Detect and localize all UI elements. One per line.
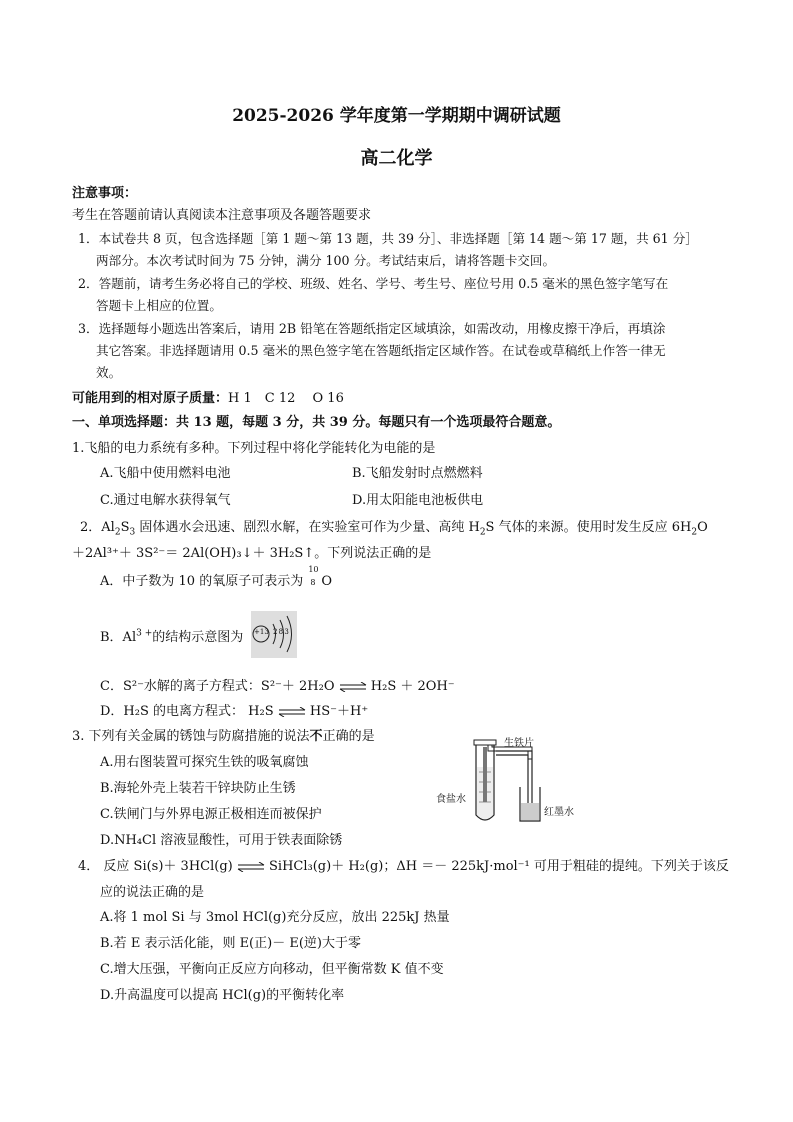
q2-option-b-sup: 3 + <box>136 628 153 639</box>
q4-option-c: C.增大压强，平衡向正反应方向移动，但平衡常数 K 值不变 <box>100 962 444 977</box>
reversible-arrow-icon <box>278 707 306 717</box>
q2-option-d-text: D．H₂S 的电离方程式： H₂S <box>100 704 274 719</box>
q2-option-a <box>100 565 333 589</box>
isotope-notation <box>307 565 321 587</box>
isotope-number: 8 <box>310 578 316 587</box>
atom-shell-electrons: 2 8 3 <box>273 628 289 636</box>
atomic-mass-label: 可能用到的相对原子质量： <box>72 391 229 406</box>
q2-sub: 2 <box>479 527 486 538</box>
corrosion-apparatus-figure <box>436 737 586 827</box>
atomic-mass-values: H 1 C 12 O 16 <box>228 391 344 406</box>
reversible-arrow-icon <box>339 682 367 692</box>
q3-option-c: C.铁闸门与外界电源正极相连而被保护 <box>100 807 322 822</box>
subject-title: 高二化学 <box>360 148 433 169</box>
notice-item-3-cont: 其它答案。非选择题请用 0.5 毫米的黑色签字笔在答题纸指定区域作答。在试卷或草稿纸上作答一律无 <box>96 343 666 358</box>
q3-stem <box>72 725 375 744</box>
q2-option-c <box>100 675 455 694</box>
q1-option-b: B.飞船发射时点燃燃料 <box>352 466 483 481</box>
q3-option-b: B.海轮外壳上装若干锌块防止生锈 <box>100 781 296 796</box>
notice-item-1-cont: 两部分。本次考试时间为 75 分钟，满分 100 分。考试结束后，请将答题卡交回。 <box>96 253 556 268</box>
q2-stem-part: S 气体的来源。使用时发生反应 6H <box>485 520 692 535</box>
isotope-symbol: O <box>321 574 333 589</box>
q3-option-d: D.NH₄Cl 溶液显酸性，可用于铁表面除锈 <box>100 833 343 848</box>
q2-option-b <box>100 626 243 645</box>
notice-item-3: 3．选择题每小题选出答案后，请用 2B 铅笔在答题纸指定区域填涂，如需改动，用橡皮擦干净后，再填涂 <box>78 321 666 336</box>
section-heading: 一、单项选择题：共 13 题，每题 3 分，共 39 分。每题只有一个选项最符合题意。 <box>72 415 561 430</box>
isotope-mass: 10 <box>308 565 319 574</box>
q2-option-d-right: HS⁻＋H⁺ <box>309 704 369 719</box>
atom-structure-diagram <box>251 611 297 658</box>
exam-title: 2025-2026 学年度第一学期期中调研试题 <box>232 106 561 126</box>
notice-heading: 注意事项： <box>72 186 138 201</box>
q2-option-b-rest: 的结构示意图为 <box>152 630 244 645</box>
atomic-mass-line <box>72 387 344 406</box>
q2-option-c-text: C．S²⁻水解的离子方程式：S²⁻＋ 2H₂O <box>100 679 335 694</box>
q3-stem-emphasis: 不 <box>309 729 323 744</box>
q2-stem <box>80 516 708 538</box>
label-red-ink: 红墨水 <box>544 807 574 818</box>
q4-stem-left: 4． 反应 Si(s)＋ 3HCl(g) <box>78 859 233 874</box>
q3-stem-post: 正确的是 <box>322 729 375 744</box>
q2-stem-line2: ＋2Al³⁺＋ 3S²⁻＝ 2Al(OH)₃↓＋ 3H₂S↑。下列说法正确的是 <box>72 546 432 561</box>
q2-stem-part: 2．Al <box>80 520 115 535</box>
q3-option-a: A.用右图装置可探究生铁的吸氧腐蚀 <box>100 755 309 770</box>
q2-option-d <box>100 700 368 719</box>
q2-sub: 2 <box>114 527 121 538</box>
q2-option-c-right: H₂S ＋ 2OH⁻ <box>370 679 455 694</box>
atom-nucleus-label: +13 <box>254 628 269 636</box>
notice-item-3-end: 效。 <box>96 365 122 380</box>
q3-stem-pre: 3. 下列有关金属的锈蚀与防腐措施的说法 <box>72 729 310 744</box>
q2-option-a-text: A．中子数为 10 的氧原子可表示为 <box>100 574 304 589</box>
q4-option-a: A.将 1 mol Si 与 3mol HCl(g)充分反应，放出 225kJ 热量 <box>100 910 450 925</box>
q1-option-a: A.飞船中使用燃料电池 <box>100 466 231 481</box>
notice-item-2: 2．答题前，请考生务必将自己的学校、班级、姓名、学号、考生号、座位号用 0.5 毫米的黑色签字笔写在 <box>78 276 669 291</box>
q4-stem-line2: 应的说法正确的是 <box>100 885 205 900</box>
q2-stem-part: S <box>120 520 130 535</box>
notice-intro: 考生在答题前请认真阅读本注意事项及各题答题要求 <box>72 208 372 223</box>
q2-option-b-text: B．Al <box>100 630 137 645</box>
q1-stem: 1.飞船的电力系统有多种。下列过程中将化学能转化为电能的是 <box>72 441 436 456</box>
q4-option-d: D.升高温度可以提高 HCl(g)的平衡转化率 <box>100 988 345 1003</box>
notice-item-2-cont: 答题卡上相应的位置。 <box>96 298 222 313</box>
reversible-arrow-icon <box>237 862 265 872</box>
q4-option-b: B.若 E 表示活化能，则 E(正)－ E(逆)大于零 <box>100 936 361 951</box>
q2-stem-part: 固体遇水会迅速、剧烈水解，在实验室可作为少量、高纯 H <box>135 520 480 535</box>
q4-stem-right: SiHCl₃(g)＋ H₂(g)；ΔH ＝－ 225kJ·mol⁻¹ 可用于粗硅的提纯。下列关于该反 <box>269 859 729 874</box>
q1-option-c: C.通过电解水获得氧气 <box>100 493 231 508</box>
q4-stem <box>78 855 729 874</box>
label-salt-water: 食盐水 <box>436 794 466 805</box>
q2-sub: 3 <box>129 527 136 538</box>
notice-item-1: 1．本试卷共 8 页，包含选择题［第 1 题～第 13 题，共 39 分］、非选择题［第 14 题～第 17 题，共 61 分］ <box>78 231 698 246</box>
q2-stem-part: O <box>697 520 708 535</box>
q1-option-d: D.用太阳能电池板供电 <box>352 493 484 508</box>
label-iron-sheet: 生铁片 <box>504 738 534 749</box>
q2-sub: 2 <box>691 527 698 538</box>
